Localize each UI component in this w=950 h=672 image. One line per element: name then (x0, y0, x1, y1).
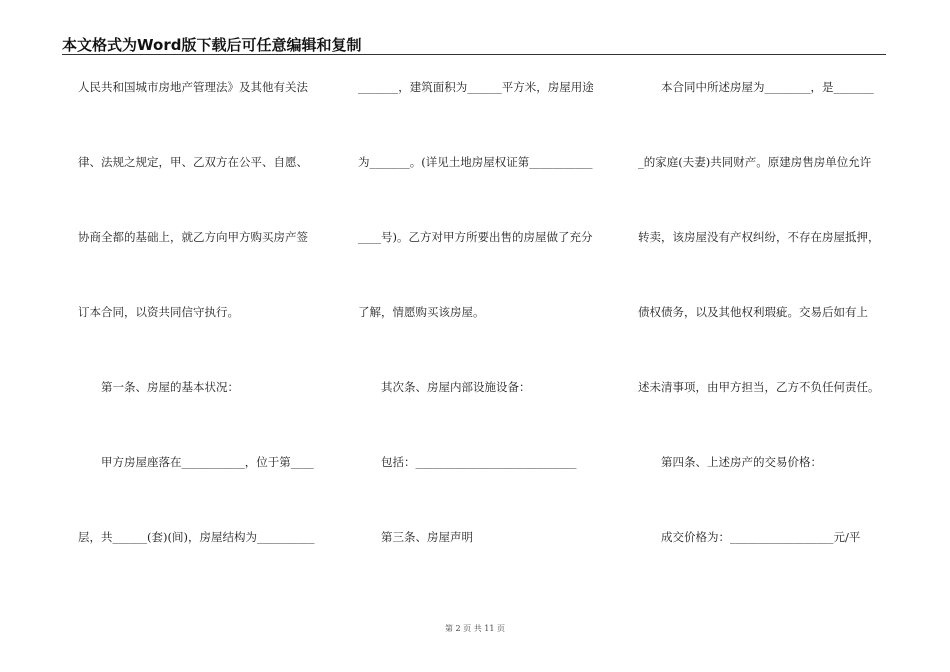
text-line: 本合同中所述房屋为________，是_______ (638, 80, 874, 94)
text-line: 为_______。(详见土地房屋权证第___________ (358, 155, 593, 169)
text-line: 律、法规之规定，甲、乙双方在公平、自愿、 (78, 155, 308, 169)
text-line: 第四条、上述房产的交易价格： (638, 455, 822, 469)
document-header-title: 本文格式为Word版下载后可任意编辑和复制 (62, 36, 362, 54)
text-line: 述未清事项，由甲方担当，乙方不负任何责任。 (638, 380, 880, 394)
text-line: 成交价格为：__________________元/平 (638, 530, 861, 544)
text-line: 债权债务，以及其他权利瑕疵。交易后如有上 (638, 305, 868, 319)
text-line: 第三条、房屋声明 (358, 530, 473, 544)
text-line: 订本合同，以资共同信守执行。 (78, 305, 239, 319)
text-line: 第一条、房屋的基本状况： (78, 380, 239, 394)
text-line: 人民共和国城市房地产管理法》及其他有关法 (78, 80, 308, 94)
text-line: 其次条、房屋内部设施设备： (358, 380, 531, 394)
text-line: _的家庭(夫妻)共同财产。原建房售房单位允许 (638, 155, 872, 169)
text-line: 层，共______(套)(间)，房屋结构为__________ (78, 530, 315, 544)
text-line: ____号)。乙方对甲方所要出售的房屋做了充分 (358, 230, 593, 244)
text-line: 甲方房屋座落在___________，位于第____ (78, 455, 314, 469)
text-line: 包括：____________________________ (358, 455, 577, 469)
text-line: 协商全都的基础上，就乙方向甲方购买房产签 (78, 230, 308, 244)
text-line: _______，建筑面积为______平方米，房屋用途 (358, 80, 594, 94)
text-line: 转卖，该房屋没有产权纠纷，不存在房屋抵押， (638, 230, 880, 244)
text-line: 了解，情愿购买该房屋。 (358, 305, 485, 319)
page-number: 第 2 页 共 11 页 (445, 624, 505, 633)
header-divider (62, 54, 886, 55)
